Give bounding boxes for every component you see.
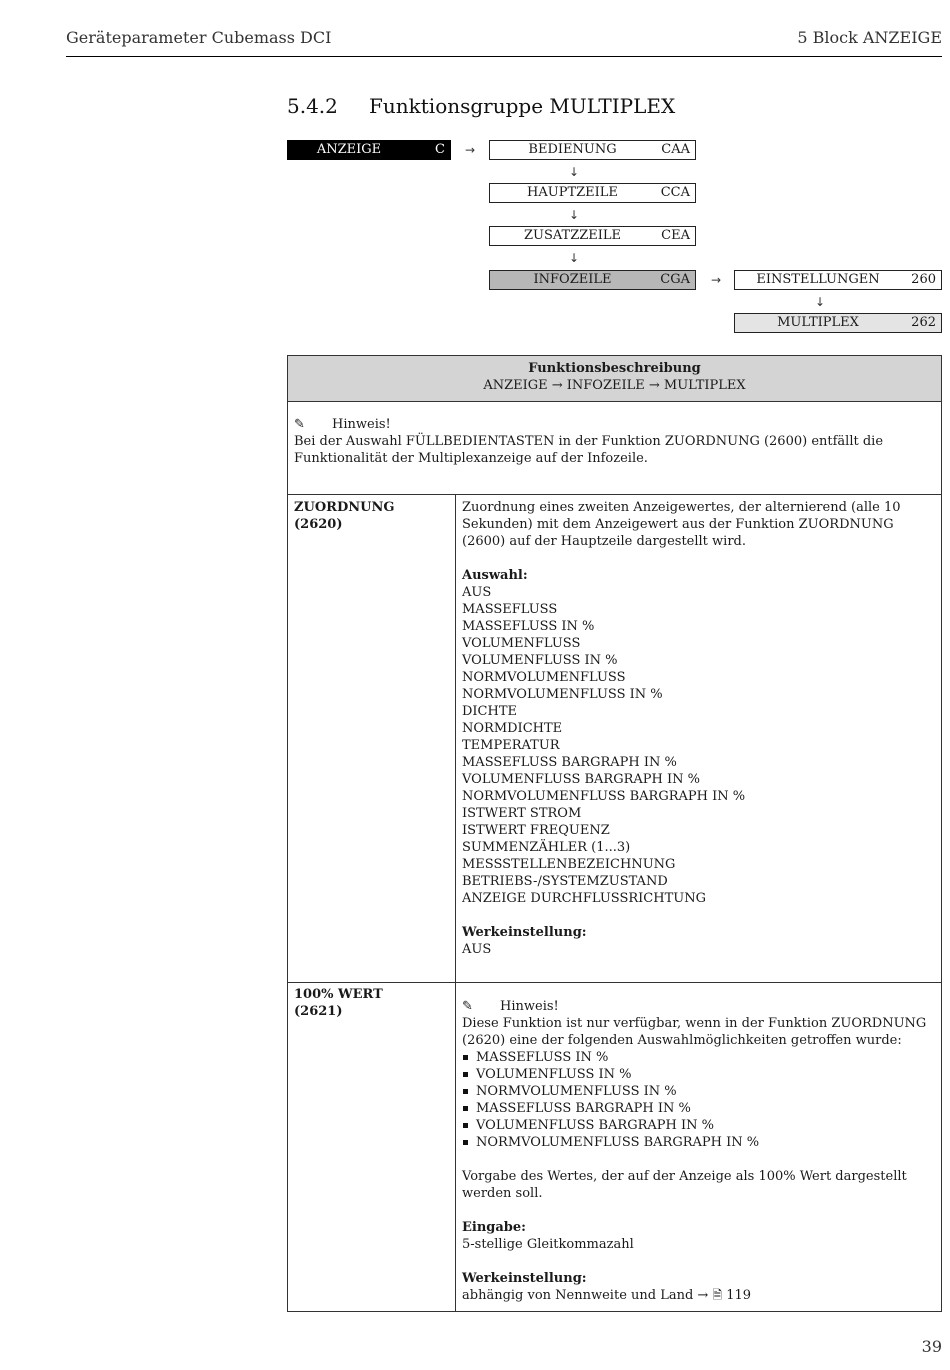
- nav-code: CGA: [660, 272, 690, 287]
- nav-box-einstellungen: [734, 270, 942, 290]
- function-description: Vorgabe des Wertes, der auf der Anzeige als 100% Wert dargestellt werden soll.: [462, 1169, 907, 1201]
- bullet-square-icon: [463, 1072, 468, 1077]
- bullet-text: VOLUMENFLUSS IN %: [476, 1067, 632, 1082]
- note-title: Hinweis!: [500, 999, 559, 1014]
- function-code: (2621): [294, 1004, 343, 1019]
- page-reference[interactable]: 119: [726, 1288, 752, 1303]
- nav-box-multiplex: [734, 313, 942, 333]
- table-row: [288, 982, 941, 1311]
- nav-code: CEA: [661, 228, 690, 243]
- nav-box-hauptzeile: [489, 183, 696, 203]
- function-name-cell: [288, 982, 456, 1311]
- option-item: VOLUMENFLUSS: [462, 636, 581, 651]
- document-icon: 🗎: [712, 1288, 723, 1302]
- option-item: NORMDICHTE: [462, 721, 563, 736]
- note-text: Diese Funktion ist nur verfügbar, wenn in der Funktion ZUORDNUNG (2620) eine der folgenden Auswahlmöglichkeiten getroffen wurde:: [462, 1016, 927, 1048]
- note-row: [288, 402, 941, 495]
- option-item: NORMVOLUMENFLUSS: [462, 670, 626, 685]
- running-header-left: Geräteparameter Cubemass DCI: [66, 28, 332, 47]
- section-title-text: Funktionsgruppe MULTIPLEX: [369, 94, 676, 118]
- pencil-icon: ✎: [294, 417, 305, 432]
- option-item: VOLUMENFLUSS BARGRAPH IN %: [462, 772, 700, 787]
- nav-box-bedienung: [489, 140, 696, 160]
- nav-label: ZUSATZZEILE: [523, 228, 622, 243]
- bullet-square-icon: [463, 1089, 468, 1094]
- section-title: [287, 94, 675, 118]
- nav-code: CAA: [661, 142, 690, 157]
- nav-code: 262: [911, 315, 936, 330]
- nav-label: ANZEIGE: [316, 142, 382, 157]
- option-item: MESSSTELLENBEZEICHNUNG: [462, 857, 676, 872]
- arrow-down-icon: ↓: [569, 208, 580, 222]
- option-item: DICHTE: [462, 704, 518, 719]
- function-name: ZUORDNUNG: [294, 500, 395, 515]
- nav-box-zusatzzeile: [489, 226, 696, 246]
- table-row: [288, 495, 941, 983]
- nav-box-infozeile: [489, 270, 696, 290]
- options-list: [462, 584, 935, 907]
- option-item: MASSEFLUSS IN %: [462, 619, 595, 634]
- default-label: Werkeinstellung:: [462, 925, 587, 940]
- input-value: 5-stellige Gleitkommazahl: [462, 1237, 634, 1252]
- running-header-right: 5 Block ANZEIGE: [797, 28, 942, 47]
- option-item: SUMMENZÄHLER (1...3): [462, 840, 631, 855]
- bullet-item: [462, 1134, 935, 1151]
- option-item: ANZEIGE DURCHFLUSSRICHTUNG: [462, 891, 706, 906]
- function-desc-cell: [456, 495, 941, 982]
- default-value: AUS: [462, 942, 492, 957]
- arrow-down-icon: ↓: [569, 165, 580, 179]
- nav-label: BEDIENUNG: [528, 142, 617, 157]
- table-header-title: Funktionsbeschreibung: [528, 361, 701, 376]
- function-desc-cell: [456, 982, 941, 1311]
- table-header-path: ANZEIGE → INFOZEILE → MULTIPLEX: [483, 378, 746, 393]
- bullet-square-icon: [463, 1055, 468, 1060]
- option-item: MASSEFLUSS: [462, 602, 558, 617]
- option-item: MASSEFLUSS BARGRAPH IN %: [462, 755, 677, 770]
- function-name: 100% WERT: [294, 987, 383, 1002]
- function-code: (2620): [294, 517, 343, 532]
- default-value: abhängig von Nennweite und Land →: [462, 1288, 709, 1303]
- option-item: TEMPERATUR: [462, 738, 560, 753]
- nav-label: HAUPTZEILE: [527, 185, 618, 200]
- option-item: NORMVOLUMENFLUSS BARGRAPH IN %: [462, 789, 746, 804]
- option-item: NORMVOLUMENFLUSS IN %: [462, 687, 663, 702]
- input-label: Eingabe:: [462, 1220, 526, 1235]
- bullet-item: [462, 1117, 935, 1134]
- default-label: Werkeinstellung:: [462, 1271, 587, 1286]
- nav-code: CCA: [660, 185, 690, 200]
- table-header: [288, 356, 941, 402]
- bullet-text: MASSEFLUSS IN %: [476, 1050, 609, 1065]
- bullet-square-icon: [463, 1106, 468, 1111]
- bullet-square-icon: [463, 1140, 468, 1145]
- nav-box-anzeige: [287, 140, 451, 160]
- bullet-text: NORMVOLUMENFLUSS IN %: [476, 1084, 677, 1099]
- option-item: ISTWERT STROM: [462, 806, 582, 821]
- option-item: ISTWERT FREQUENZ: [462, 823, 610, 838]
- option-item: VOLUMENFLUSS IN %: [462, 653, 618, 668]
- function-name-cell: [288, 495, 456, 982]
- pencil-icon: ✎: [462, 999, 473, 1014]
- nav-label: INFOZEILE: [533, 272, 612, 287]
- arrow-down-icon: ↓: [815, 295, 826, 309]
- bullet-list: [462, 1049, 935, 1151]
- function-description: Zuordnung eines zweiten Anzeigewertes, der alternierend (alle 10 Sekunden) mit dem Anzeigewert aus der Funktion ZUORDNUNG (2600) auf der Hauptzeile dargestellt wird.: [462, 500, 901, 549]
- option-item: BETRIEBS-/SYSTEMZUSTAND: [462, 874, 668, 889]
- nav-label: MULTIPLEX: [777, 315, 859, 330]
- arrow-down-icon: ↓: [569, 251, 580, 265]
- section-number: 5.4.2: [287, 94, 338, 118]
- function-table: [287, 355, 942, 1312]
- arrow-right-icon: →: [711, 273, 722, 287]
- header-rule: [66, 56, 942, 57]
- bullet-text: NORMVOLUMENFLUSS BARGRAPH IN %: [476, 1135, 760, 1150]
- bullet-text: VOLUMENFLUSS BARGRAPH IN %: [476, 1118, 714, 1133]
- arrow-right-icon: →: [465, 143, 476, 157]
- page-number: 39: [921, 1337, 942, 1356]
- bullet-item: [462, 1100, 935, 1117]
- options-label: Auswahl:: [462, 568, 528, 583]
- bullet-item: [462, 1049, 935, 1066]
- default-value-line: [462, 1287, 935, 1304]
- bullet-text: MASSEFLUSS BARGRAPH IN %: [476, 1101, 691, 1116]
- option-item: AUS: [462, 585, 492, 600]
- nav-label: EINSTELLUNGEN: [756, 272, 880, 287]
- bullet-item: [462, 1083, 935, 1100]
- nav-code: 260: [911, 272, 936, 287]
- bullet-square-icon: [463, 1123, 468, 1128]
- note-text: Bei der Auswahl FÜLLBEDIENTASTEN in der Funktion ZUORDNUNG (2600) entfällt die Funktionalität der Multiplexanzeige auf der Infozeile.: [294, 434, 884, 466]
- note-title: Hinweis!: [332, 417, 391, 432]
- bullet-item: [462, 1066, 935, 1083]
- nav-code: C: [435, 142, 445, 157]
